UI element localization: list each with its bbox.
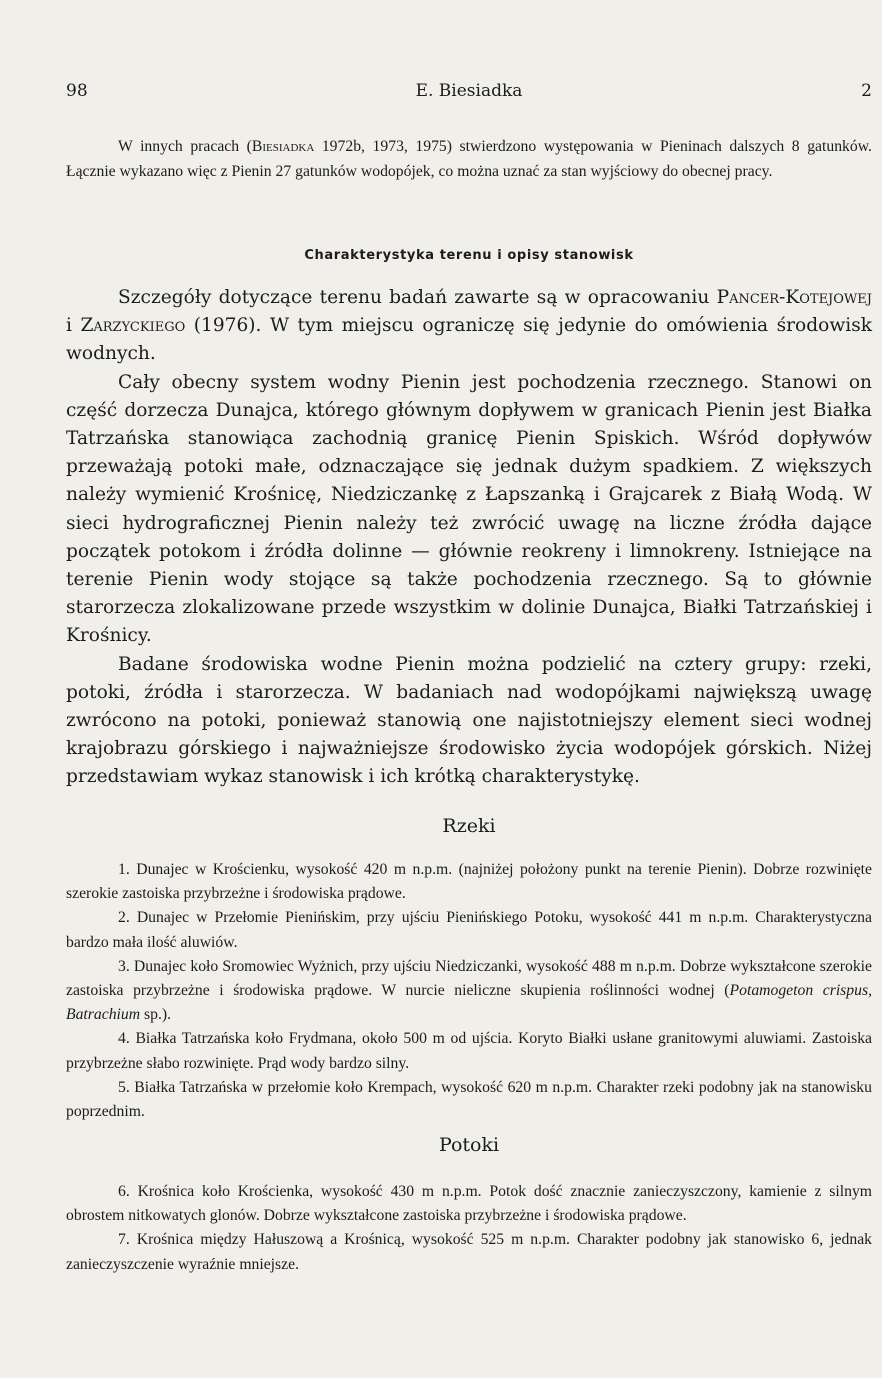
intro-paragraph bbox=[66, 134, 872, 184]
section-heading: Charakterystyka terenu i opisy stanowisk bbox=[304, 248, 634, 263]
p1-text-b: i bbox=[66, 315, 81, 337]
list-item: 6. Krośnica koło Krościenka, wysokość 430 m n.p.m. Potok dość znacznie zanieczyszczony, kamienie z silnym obrostem nitkowatych glonów. Dobrze wykształcone zastoiska przybrzeżne i środowiska prądowe. bbox=[66, 1183, 872, 1225]
subsection-heading-streams: Potoki bbox=[438, 1134, 500, 1156]
list-item: 1. Dunajec w Krościenku, wysokość 420 m n.p.m. (najniżej położony punkt na terenie Pienin). Dobrze rozwinięte szerokie zastoiska przybrzeżne i środowiska prądowe. bbox=[66, 861, 872, 903]
list-item: 4. Białka Tatrzańska koło Frydmana, około 500 m od ujścia. Koryto Białki usłane granitowymi aluwiami. Zastoiska przybrzeżne słabo rozwinięte. Prąd wody bardzo silny. bbox=[66, 1030, 872, 1072]
list-item: 5. Białka Tatrzańska w przełomie koło Krempach, wysokość 620 m n.p.m. Charakter rzeki podobny jak na stanowisku poprzednim. bbox=[66, 1078, 872, 1121]
item3-text-a: 3. Dunajec koło Sromowiec Wyżnich, przy ujściu Niedziczanki, wysokość 488 m n.p.m. Dobrze wykształcone szerokie zastoiska przybrzeżne i środowiska prądowe. W nurcie nieliczne skupienia roślinności wodnej ( bbox=[66, 957, 872, 1000]
running-header bbox=[66, 81, 872, 111]
body-text bbox=[66, 284, 872, 792]
p1-text-a: Szczegóły dotyczące terenu badań zawarte są w opracowaniu bbox=[118, 287, 717, 308]
intro-text-1: W innych pracach ( bbox=[118, 138, 252, 155]
running-author: E. Biesiadka bbox=[415, 81, 523, 101]
list-item: 2. Dunajec w Przełomie Pienińskim, przy ujściu Pienińskiego Potoku, wysokość 441 m n.p.m. Charakterystyczna bardzo mała ilość aluwiów. bbox=[66, 909, 872, 951]
page-number: 98 bbox=[66, 81, 88, 101]
author-citation: Pancer-Kotejowej bbox=[716, 287, 872, 308]
body-paragraph-2: Cały obecny system wodny Pienin jest pochodzenia rzecznego. Stanowi on część dorzecza Dunajca, którego głównym dopływem w granicach Pienin jest Białka Tatrzańska stanowiąca zachodnią granicę Pienin Spiskich. Wśród dopływów przeważają potoki małe, odznaczające się jednak dużym spadkiem. Z większych należy wymienić Krośnicę, Niedziczankę z Łapszanką i Grajcarek z Białą Wodą. W sieci hydrograficznej Pienin należy też zwrócić uwagę na liczne źródła dające początek potokom i źródła dolinne — głównie reokreny i limnokreny. Istniejące na terenie Pienin wody stojące są także pochodzenia rzecznego. Są to głównie starorzecza zlokalizowane przede wszystkim w dolinie Dunajca, Białki Tatrzańskiej i Krośnicy. bbox=[66, 371, 872, 647]
streams-list bbox=[66, 1180, 872, 1277]
signature-mark: 2 bbox=[861, 81, 872, 101]
author-citation: Biesiadka bbox=[251, 138, 315, 155]
body-paragraph-3: Badane środowiska wodne Pienin można podzielić na cztery grupy: rzeki, potoki, źródła i starorzecza. W badaniach nad wodopójkami największą uwagę zwrócono na potoki, ponieważ stanowią one najistotniejszy element sieci wodnej krajobrazu górskiego i najważniejsze środowisko życia wodopójek górskich. Niżej przedstawiam wykaz stanowisk i ich krótką charakterystykę. bbox=[66, 653, 872, 788]
p1-text-c: (1976). W tym miejscu ograniczę się jedynie do omówienia środowisk wodnych. bbox=[66, 315, 872, 365]
body-paragraph-1 bbox=[66, 284, 872, 369]
subsection-heading-rivers: Rzeki bbox=[442, 815, 496, 837]
intro-text-2: 1972b, 1973, 1975) stwierdzono występowania w Pieninach dalszych 8 gatunków. Łącznie wykazano więc z Pienin 27 gatunków wodopójek, co można uznać za stan wyjściowy do obecnej pracy. bbox=[66, 138, 872, 180]
rivers-list bbox=[66, 858, 872, 1124]
list-item: 7. Krośnica między Hałuszową a Krośnicą, wysokość 525 m n.p.m. Charakter podobny jak stanowisko 6, jednak zanieczyszczenie wyraźnie mniejsze. bbox=[66, 1231, 872, 1273]
list-item bbox=[66, 955, 872, 1028]
author-citation: Zarzyckiego bbox=[80, 315, 186, 337]
item3-text-b: sp.). bbox=[140, 1006, 172, 1024]
species-names: Potamogeton crispus, Batrachium bbox=[66, 982, 872, 1024]
intro-paragraph-block bbox=[66, 134, 872, 184]
